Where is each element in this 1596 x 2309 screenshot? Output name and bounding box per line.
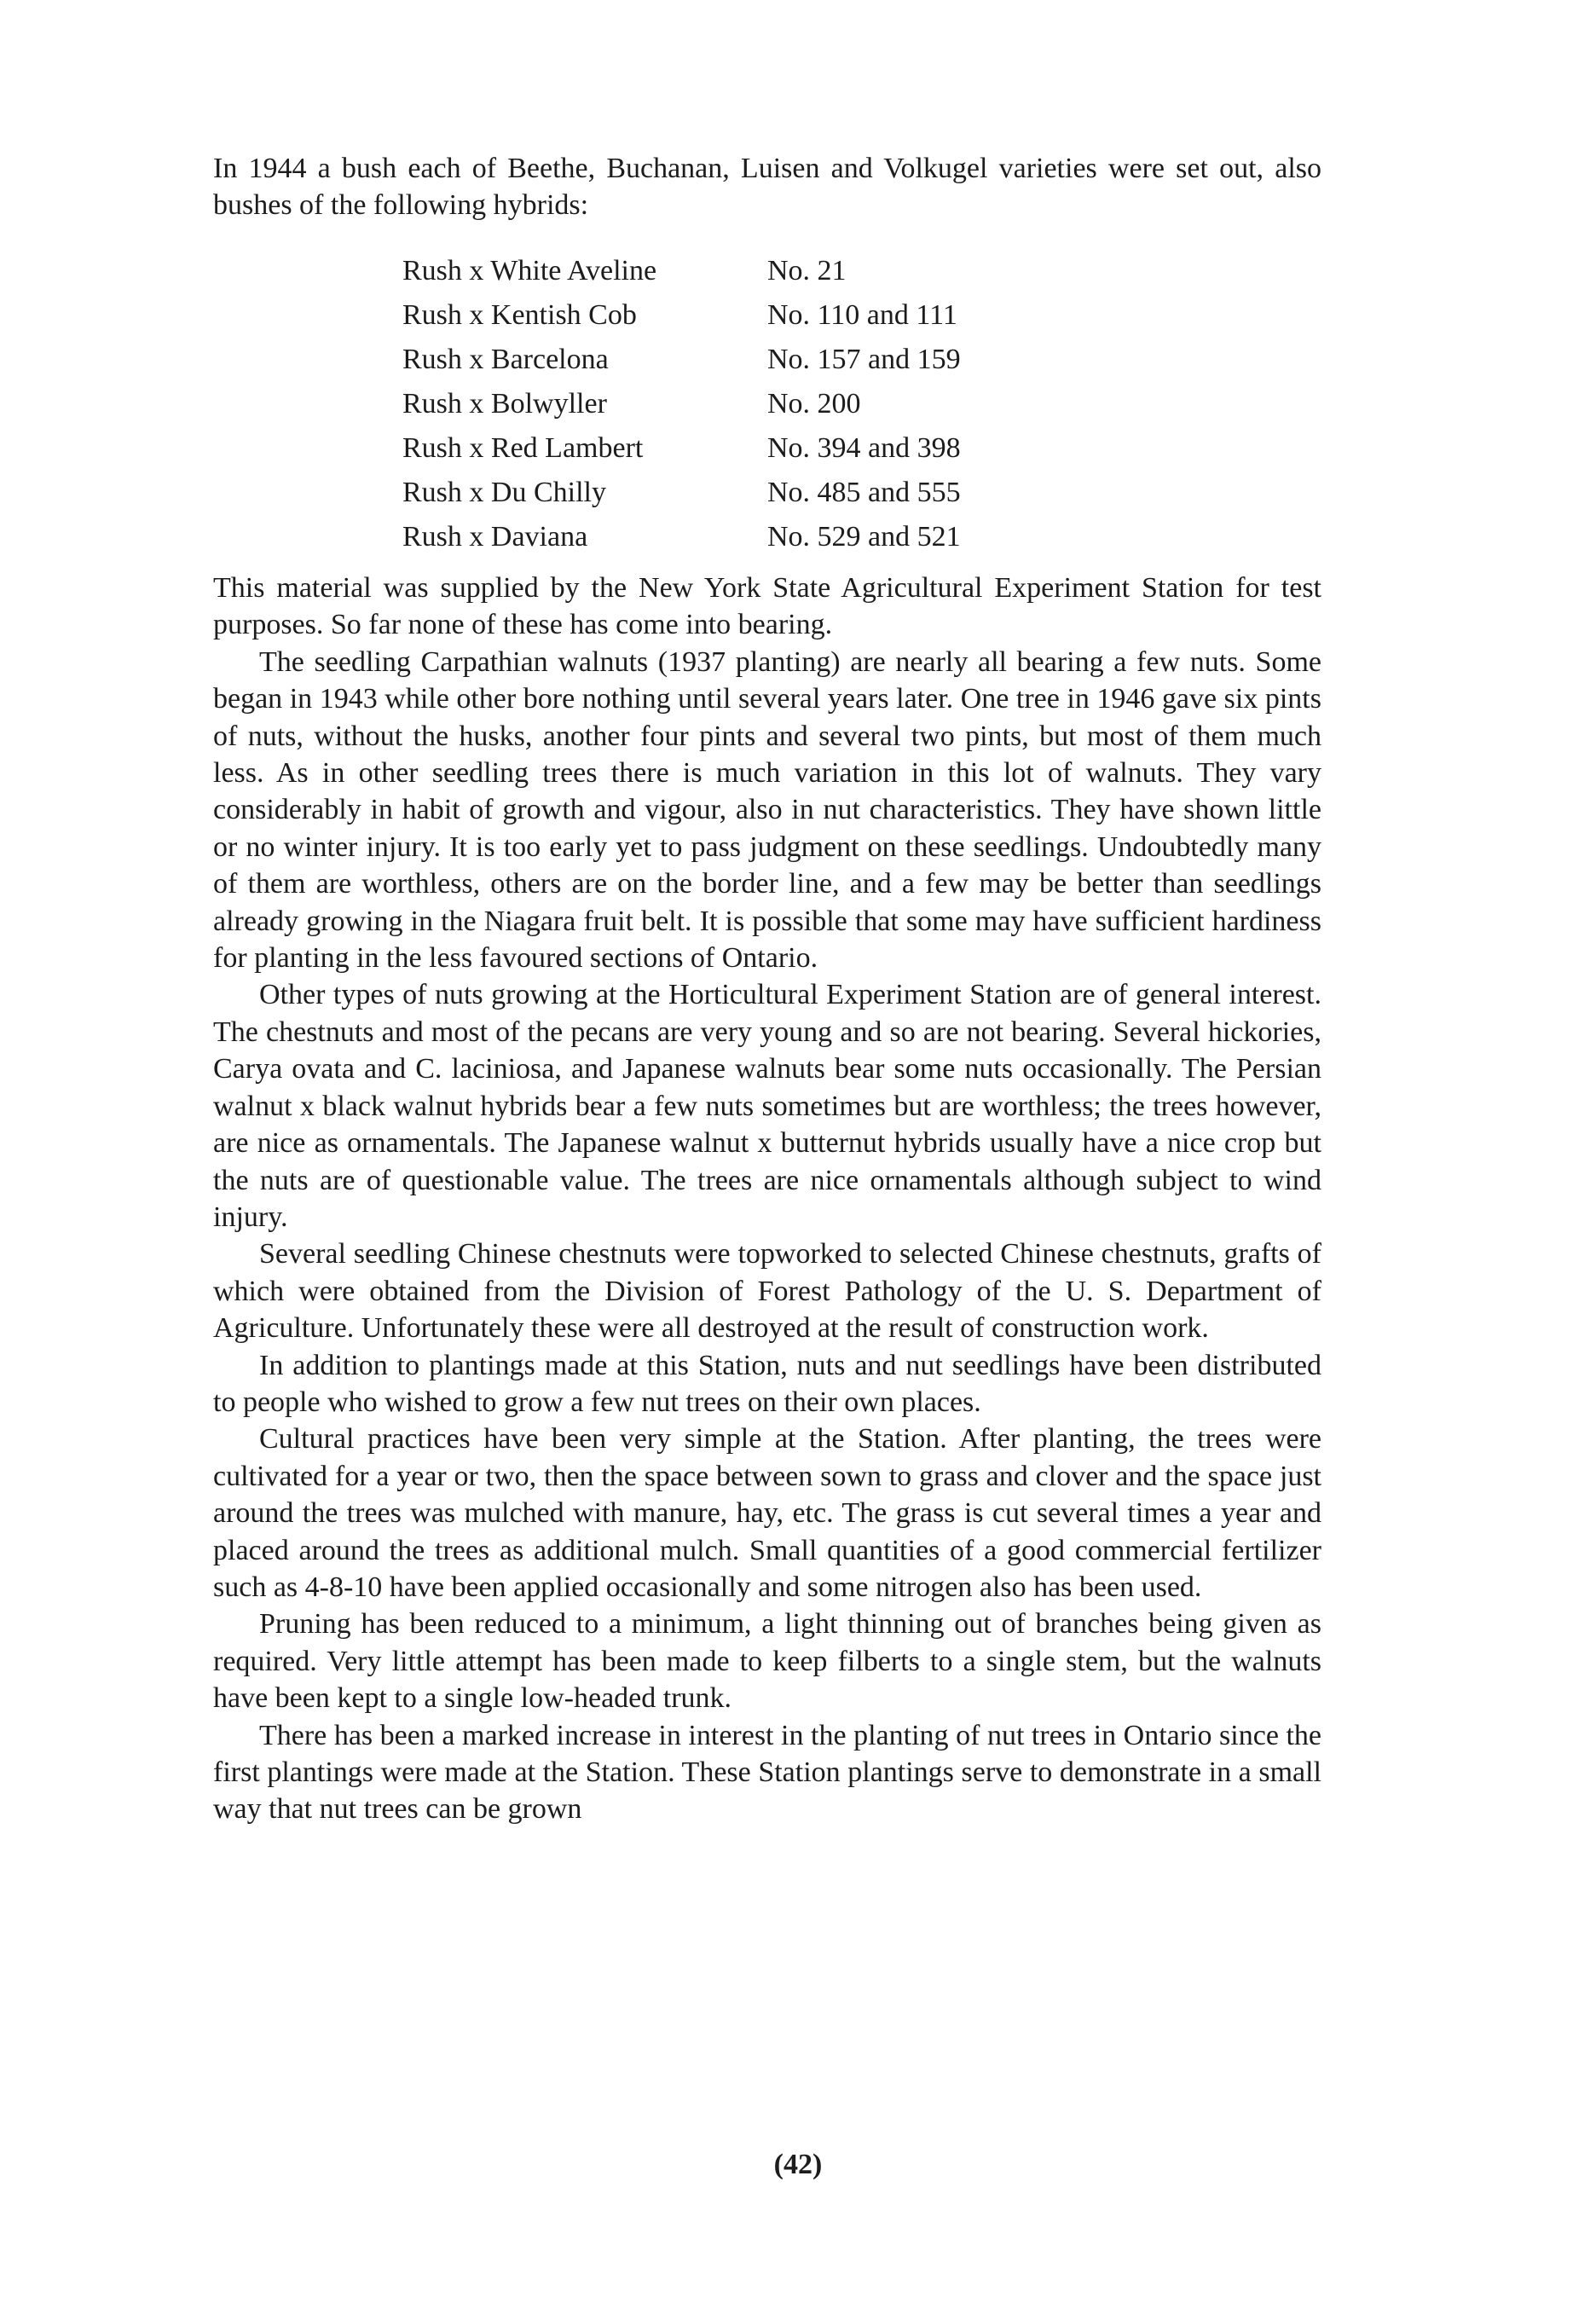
- hybrid-numbers: No. 110 and 111: [767, 299, 957, 331]
- paragraph: There has been a marked increase in interest in the planting of nut trees in Ontario since the first plantings were made at the Station. These Station plantings serve to demonstrate in a small way that nut trees can be grown: [213, 1719, 1321, 1826]
- hybrid-cross: Rush x Kentish Cob: [402, 299, 637, 331]
- hybrid-numbers: No. 21: [767, 255, 847, 286]
- intro-text: In 1944 a bush each of Beethe, Buchanan, Luisen and Volkugel varieties were set out, also bushes of the following hybrids:: [213, 153, 1321, 222]
- hybrid-numbers: No. 485 and 555: [767, 477, 961, 508]
- hybrid-cross: Rush x Bolwyller: [402, 388, 607, 420]
- hybrid-cross: Rush x Red Lambert: [402, 432, 644, 464]
- paragraph: Other types of nuts growing at the Horticultural Experiment Station are of general interest. The chestnuts and most of the pecans are very young and so are not bearing. Several hickories, Carya ovata and C. laciniosa, and Japanese walnuts bear some nuts occasionally. The Persian walnut x black walnut hybrids bear a few nuts sometimes but are worthless; the trees however, are nice as ornamentals. The Japanese walnut x butternut hybrids usually have a nice crop but the nuts are of questionable value. The trees are nice ornamentals although subject to wind injury.: [213, 979, 1321, 1233]
- hybrid-numbers: No. 200: [767, 388, 861, 420]
- intro-paragraph: [213, 150, 1321, 224]
- paragraph: Several seedling Chinese chestnuts were topworked to selected Chinese chestnuts, grafts of which were obtained from the Division of Forest Pathology of the U. S. Department of Agriculture. Unfortunately these were all destroyed at the result of construction work.: [213, 1238, 1321, 1345]
- hybrid-numbers: No. 394 and 398: [767, 432, 961, 464]
- paragraph: In addition to plantings made at this Station, nuts and nut seedlings have been distributed to people who wished to grow a few nut trees on their own places.: [213, 1349, 1321, 1418]
- hybrid-row: [402, 249, 961, 293]
- hybrid-row: [402, 338, 961, 382]
- body-text: [213, 570, 1321, 1828]
- paragraph: Cultural practices have been very simple at the Station. After planting, the trees were cultivated for a year or two, then the space between sown to grass and clover and the space just around the trees was mulched with manure, hay, etc. The grass is cut several times a year and placed around the trees as additional mulch. Small quantities of a good commercial fertilizer such as 4-8-10 have been applied occasionally and some nitrogen also has been used.: [213, 1423, 1321, 1603]
- hybrid-numbers: No. 157 and 159: [767, 344, 961, 375]
- hybrid-row: [402, 293, 961, 338]
- page-number: (42): [773, 2149, 823, 2180]
- paragraph: Pruning has been reduced to a minimum, a light thinning out of branches being given as required. Very little attempt has been made to keep filberts to a single stem, but the walnuts have been kept to a single low-headed trunk.: [213, 1608, 1321, 1715]
- hybrid-cross: Rush x Barcelona: [402, 344, 609, 375]
- paragraph: This material was supplied by the New York State Agricultural Experiment Station for test purposes. So far none of these has come into bearing.: [213, 572, 1321, 641]
- hybrid-numbers: No. 529 and 521: [767, 521, 961, 553]
- hybrid-cross: Rush x Daviana: [402, 521, 588, 553]
- hybrid-row: [402, 471, 961, 515]
- hybrid-cross: Rush x Du Chilly: [402, 477, 606, 508]
- paragraph: The seedling Carpathian walnuts (1937 planting) are nearly all bearing a few nuts. Some began in 1943 while other bore nothing until several years later. One tree in 1946 gave six pints of nuts, without the husks, another four pints and several two pints, but most of them much less. As in other seedling trees there is much variation in this lot of walnuts. They vary considerably in habit of growth and vigour, also in nut characteristics. They have shown little or no winter injury. It is too early yet to pass judgment on these seedlings. Undoubtedly many of them are worthless, others are on the border line, and a few may be better than seedlings already growing in the Niagara fruit belt. It is possible that some may have sufficient hardiness for planting in the less favoured sections of Ontario.: [213, 645, 1321, 975]
- hybrid-row: [402, 382, 961, 426]
- hybrid-cross: Rush x White Aveline: [402, 255, 657, 286]
- hybrid-row: [402, 426, 961, 471]
- hybrid-row: [402, 515, 961, 559]
- hybrids-table: [402, 249, 961, 559]
